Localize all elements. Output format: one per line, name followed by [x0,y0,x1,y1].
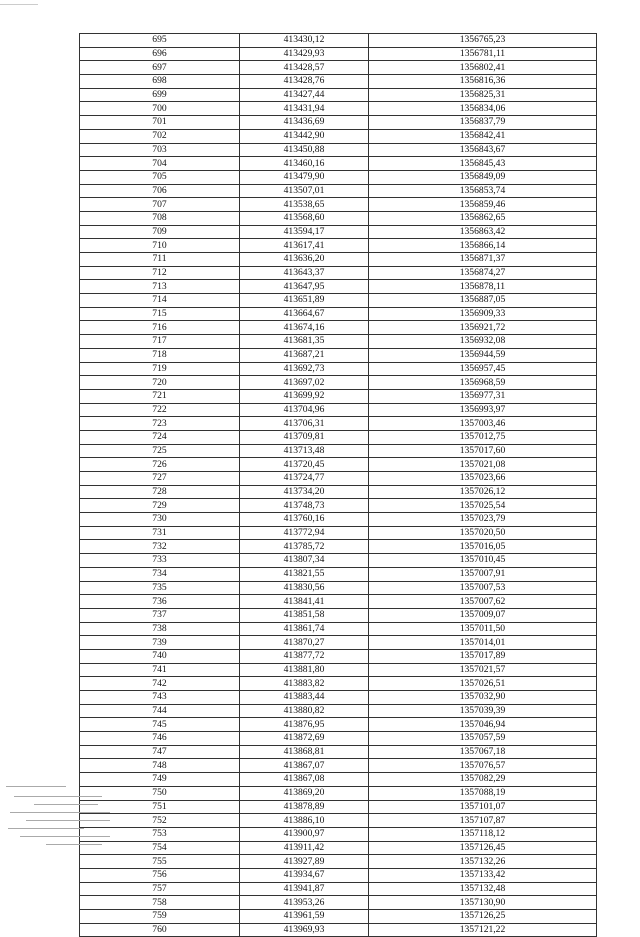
point-number-cell: 715 [80,307,240,321]
y-coordinate-cell: 1357003,46 [369,417,597,431]
x-coordinate-cell: 413507,01 [240,184,369,198]
y-coordinate-cell: 1356765,23 [369,34,597,48]
y-coordinate-cell: 1357118,12 [369,827,597,841]
x-coordinate-cell: 413617,41 [240,239,369,253]
y-coordinate-cell: 1357126,45 [369,841,597,855]
y-coordinate-cell: 1357088,19 [369,786,597,800]
y-coordinate-cell: 1356842,41 [369,129,597,143]
faded-stamp [6,782,116,862]
table-row [80,595,597,609]
x-coordinate-cell: 413430,12 [240,34,369,48]
y-coordinate-cell: 1357082,29 [369,773,597,787]
point-number-cell: 716 [80,321,240,335]
y-coordinate-cell: 1356781,11 [369,47,597,61]
table-row [80,294,597,308]
x-coordinate-cell: 413428,76 [240,75,369,89]
point-number-cell: 743 [80,691,240,705]
x-coordinate-cell: 413720,45 [240,458,369,472]
x-coordinate-cell: 413442,90 [240,129,369,143]
point-number-cell: 744 [80,704,240,718]
x-coordinate-cell: 413927,89 [240,855,369,869]
point-number-cell: 719 [80,362,240,376]
point-number-cell: 748 [80,759,240,773]
point-number-cell: 721 [80,389,240,403]
y-coordinate-cell: 1356909,33 [369,307,597,321]
table-row [80,280,597,294]
y-coordinate-cell: 1357011,50 [369,622,597,636]
y-coordinate-cell: 1356871,37 [369,253,597,267]
y-coordinate-cell: 1356977,31 [369,389,597,403]
table-row [80,882,597,896]
x-coordinate-cell: 413883,44 [240,691,369,705]
point-number-cell: 750 [80,786,240,800]
coordinates-table [79,33,597,937]
y-coordinate-cell: 1356932,08 [369,335,597,349]
point-number-cell: 735 [80,581,240,595]
x-coordinate-cell: 413538,65 [240,198,369,212]
point-number-cell: 733 [80,554,240,568]
y-coordinate-cell: 1356993,97 [369,403,597,417]
point-number-cell: 720 [80,376,240,390]
y-coordinate-cell: 1356944,59 [369,348,597,362]
y-coordinate-cell: 1356849,09 [369,170,597,184]
x-coordinate-cell: 413450,88 [240,143,369,157]
point-number-cell: 722 [80,403,240,417]
table-row [80,34,597,48]
table-row [80,458,597,472]
y-coordinate-cell: 1356878,11 [369,280,597,294]
y-coordinate-cell: 1357021,08 [369,458,597,472]
x-coordinate-cell: 413841,41 [240,595,369,609]
y-coordinate-cell: 1357132,26 [369,855,597,869]
x-coordinate-cell: 413821,55 [240,567,369,581]
y-coordinate-cell: 1357133,42 [369,868,597,882]
x-coordinate-cell: 413870,27 [240,636,369,650]
x-coordinate-cell: 413881,80 [240,663,369,677]
point-number-cell: 753 [80,827,240,841]
x-coordinate-cell: 413867,08 [240,773,369,787]
point-number-cell: 713 [80,280,240,294]
x-coordinate-cell: 413479,90 [240,170,369,184]
point-number-cell: 706 [80,184,240,198]
x-coordinate-cell: 413772,94 [240,526,369,540]
table-row [80,745,597,759]
table-row [80,554,597,568]
table-row [80,800,597,814]
table-row [80,622,597,636]
y-coordinate-cell: 1357017,60 [369,444,597,458]
y-coordinate-cell: 1357007,91 [369,567,597,581]
y-coordinate-cell: 1357016,05 [369,540,597,554]
table-row [80,184,597,198]
point-number-cell: 717 [80,335,240,349]
point-number-cell: 723 [80,417,240,431]
table-row [80,923,597,937]
x-coordinate-cell: 413664,67 [240,307,369,321]
point-number-cell: 734 [80,567,240,581]
table-row [80,814,597,828]
y-coordinate-cell: 1357130,90 [369,896,597,910]
point-number-cell: 737 [80,608,240,622]
point-number-cell: 724 [80,430,240,444]
point-number-cell: 727 [80,472,240,486]
y-coordinate-cell: 1357121,22 [369,923,597,937]
y-coordinate-cell: 1357132,48 [369,882,597,896]
point-number-cell: 749 [80,773,240,787]
point-number-cell: 756 [80,868,240,882]
point-number-cell: 729 [80,499,240,513]
table-row [80,157,597,171]
x-coordinate-cell: 413878,89 [240,800,369,814]
x-coordinate-cell: 413674,16 [240,321,369,335]
x-coordinate-cell: 413953,26 [240,896,369,910]
y-coordinate-cell: 1356863,42 [369,225,597,239]
x-coordinate-cell: 413428,57 [240,61,369,75]
table-row [80,61,597,75]
x-coordinate-cell: 413706,31 [240,417,369,431]
y-coordinate-cell: 1357012,75 [369,430,597,444]
table-row [80,732,597,746]
point-number-cell: 745 [80,718,240,732]
point-number-cell: 695 [80,34,240,48]
y-coordinate-cell: 1357021,57 [369,663,597,677]
table-row [80,499,597,513]
y-coordinate-cell: 1356845,43 [369,157,597,171]
y-coordinate-cell: 1357126,25 [369,910,597,924]
x-coordinate-cell: 413429,93 [240,47,369,61]
x-coordinate-cell: 413785,72 [240,540,369,554]
x-coordinate-cell: 413830,56 [240,581,369,595]
point-number-cell: 725 [80,444,240,458]
y-coordinate-cell: 1357009,07 [369,608,597,622]
point-number-cell: 718 [80,348,240,362]
point-number-cell: 705 [80,170,240,184]
table-row [80,102,597,116]
y-coordinate-cell: 1356862,65 [369,211,597,225]
x-coordinate-cell: 413427,44 [240,88,369,102]
y-coordinate-cell: 1356825,31 [369,88,597,102]
y-coordinate-cell: 1357020,50 [369,526,597,540]
y-coordinate-cell: 1357057,59 [369,732,597,746]
x-coordinate-cell: 413460,16 [240,157,369,171]
point-number-cell: 759 [80,910,240,924]
table-row [80,116,597,130]
point-number-cell: 741 [80,663,240,677]
point-number-cell: 699 [80,88,240,102]
table-row [80,718,597,732]
x-coordinate-cell: 413886,10 [240,814,369,828]
table-row [80,896,597,910]
y-coordinate-cell: 1357101,07 [369,800,597,814]
y-coordinate-cell: 1356837,79 [369,116,597,130]
point-number-cell: 709 [80,225,240,239]
x-coordinate-cell: 413911,42 [240,841,369,855]
x-coordinate-cell: 413876,95 [240,718,369,732]
table-row [80,362,597,376]
point-number-cell: 754 [80,841,240,855]
table-row [80,376,597,390]
table-row [80,75,597,89]
table-row [80,759,597,773]
table-row [80,143,597,157]
corner-mark [0,4,38,5]
point-number-cell: 704 [80,157,240,171]
point-number-cell: 739 [80,636,240,650]
x-coordinate-cell: 413681,35 [240,335,369,349]
y-coordinate-cell: 1356802,41 [369,61,597,75]
x-coordinate-cell: 413643,37 [240,266,369,280]
table-row [80,253,597,267]
point-number-cell: 710 [80,239,240,253]
coordinates-table-body [80,34,597,937]
point-number-cell: 702 [80,129,240,143]
table-row [80,910,597,924]
table-row [80,855,597,869]
table-row [80,88,597,102]
table-row [80,129,597,143]
point-number-cell: 703 [80,143,240,157]
point-number-cell: 714 [80,294,240,308]
table-row [80,47,597,61]
x-coordinate-cell: 413867,07 [240,759,369,773]
y-coordinate-cell: 1356921,72 [369,321,597,335]
x-coordinate-cell: 413713,48 [240,444,369,458]
point-number-cell: 696 [80,47,240,61]
x-coordinate-cell: 413699,92 [240,389,369,403]
table-row [80,704,597,718]
table-row [80,403,597,417]
point-number-cell: 752 [80,814,240,828]
table-row [80,526,597,540]
table-row [80,239,597,253]
x-coordinate-cell: 413969,93 [240,923,369,937]
table-row [80,773,597,787]
point-number-cell: 755 [80,855,240,869]
x-coordinate-cell: 413760,16 [240,513,369,527]
table-row [80,211,597,225]
x-coordinate-cell: 413748,73 [240,499,369,513]
x-coordinate-cell: 413868,81 [240,745,369,759]
table-row [80,581,597,595]
table-row [80,348,597,362]
point-number-cell: 751 [80,800,240,814]
x-coordinate-cell: 413734,20 [240,485,369,499]
table-row [80,444,597,458]
table-row [80,485,597,499]
point-number-cell: 731 [80,526,240,540]
table-row [80,513,597,527]
x-coordinate-cell: 413636,20 [240,253,369,267]
point-number-cell: 708 [80,211,240,225]
x-coordinate-cell: 413851,58 [240,608,369,622]
y-coordinate-cell: 1357107,87 [369,814,597,828]
y-coordinate-cell: 1356859,46 [369,198,597,212]
table-row [80,567,597,581]
x-coordinate-cell: 413880,82 [240,704,369,718]
point-number-cell: 742 [80,677,240,691]
table-row [80,636,597,650]
point-number-cell: 712 [80,266,240,280]
point-number-cell: 700 [80,102,240,116]
point-number-cell: 746 [80,732,240,746]
x-coordinate-cell: 413568,60 [240,211,369,225]
y-coordinate-cell: 1357007,53 [369,581,597,595]
x-coordinate-cell: 413883,82 [240,677,369,691]
y-coordinate-cell: 1357046,94 [369,718,597,732]
x-coordinate-cell: 413687,21 [240,348,369,362]
x-coordinate-cell: 413651,89 [240,294,369,308]
y-coordinate-cell: 1356816,36 [369,75,597,89]
y-coordinate-cell: 1356968,59 [369,376,597,390]
x-coordinate-cell: 413692,73 [240,362,369,376]
y-coordinate-cell: 1356957,45 [369,362,597,376]
table-row [80,649,597,663]
y-coordinate-cell: 1357014,01 [369,636,597,650]
y-coordinate-cell: 1357010,45 [369,554,597,568]
x-coordinate-cell: 413436,69 [240,116,369,130]
table-row [80,540,597,554]
y-coordinate-cell: 1357023,79 [369,513,597,527]
table-row [80,868,597,882]
point-number-cell: 732 [80,540,240,554]
y-coordinate-cell: 1356843,67 [369,143,597,157]
y-coordinate-cell: 1357076,57 [369,759,597,773]
point-number-cell: 740 [80,649,240,663]
point-number-cell: 730 [80,513,240,527]
y-coordinate-cell: 1357026,12 [369,485,597,499]
table-row [80,691,597,705]
x-coordinate-cell: 413934,67 [240,868,369,882]
point-number-cell: 697 [80,61,240,75]
table-row [80,225,597,239]
y-coordinate-cell: 1356853,74 [369,184,597,198]
x-coordinate-cell: 413647,95 [240,280,369,294]
y-coordinate-cell: 1357007,62 [369,595,597,609]
x-coordinate-cell: 413431,94 [240,102,369,116]
table-row [80,786,597,800]
point-number-cell: 707 [80,198,240,212]
point-number-cell: 747 [80,745,240,759]
table-row [80,663,597,677]
point-number-cell: 701 [80,116,240,130]
point-number-cell: 728 [80,485,240,499]
x-coordinate-cell: 413807,34 [240,554,369,568]
x-coordinate-cell: 413594,17 [240,225,369,239]
y-coordinate-cell: 1356874,27 [369,266,597,280]
y-coordinate-cell: 1357039,39 [369,704,597,718]
table-row [80,335,597,349]
y-coordinate-cell: 1356866,14 [369,239,597,253]
y-coordinate-cell: 1357017,89 [369,649,597,663]
x-coordinate-cell: 413900,97 [240,827,369,841]
y-coordinate-cell: 1356887,05 [369,294,597,308]
point-number-cell: 758 [80,896,240,910]
table-row [80,430,597,444]
point-number-cell: 738 [80,622,240,636]
table-row [80,608,597,622]
table-row [80,827,597,841]
table-row [80,417,597,431]
y-coordinate-cell: 1357067,18 [369,745,597,759]
x-coordinate-cell: 413704,96 [240,403,369,417]
x-coordinate-cell: 413697,02 [240,376,369,390]
table-row [80,472,597,486]
point-number-cell: 698 [80,75,240,89]
x-coordinate-cell: 413869,20 [240,786,369,800]
x-coordinate-cell: 413877,72 [240,649,369,663]
point-number-cell: 711 [80,253,240,267]
table-row [80,307,597,321]
x-coordinate-cell: 413961,59 [240,910,369,924]
y-coordinate-cell: 1357032,90 [369,691,597,705]
point-number-cell: 736 [80,595,240,609]
x-coordinate-cell: 413861,74 [240,622,369,636]
x-coordinate-cell: 413724,77 [240,472,369,486]
y-coordinate-cell: 1357026,51 [369,677,597,691]
x-coordinate-cell: 413709,81 [240,430,369,444]
point-number-cell: 726 [80,458,240,472]
table-row [80,170,597,184]
table-row [80,677,597,691]
x-coordinate-cell: 413941,87 [240,882,369,896]
y-coordinate-cell: 1356834,06 [369,102,597,116]
table-row [80,321,597,335]
table-row [80,389,597,403]
y-coordinate-cell: 1357023,66 [369,472,597,486]
y-coordinate-cell: 1357025,54 [369,499,597,513]
x-coordinate-cell: 413872,69 [240,732,369,746]
point-number-cell: 760 [80,923,240,937]
table-row [80,198,597,212]
table-row [80,266,597,280]
point-number-cell: 757 [80,882,240,896]
table-row [80,841,597,855]
